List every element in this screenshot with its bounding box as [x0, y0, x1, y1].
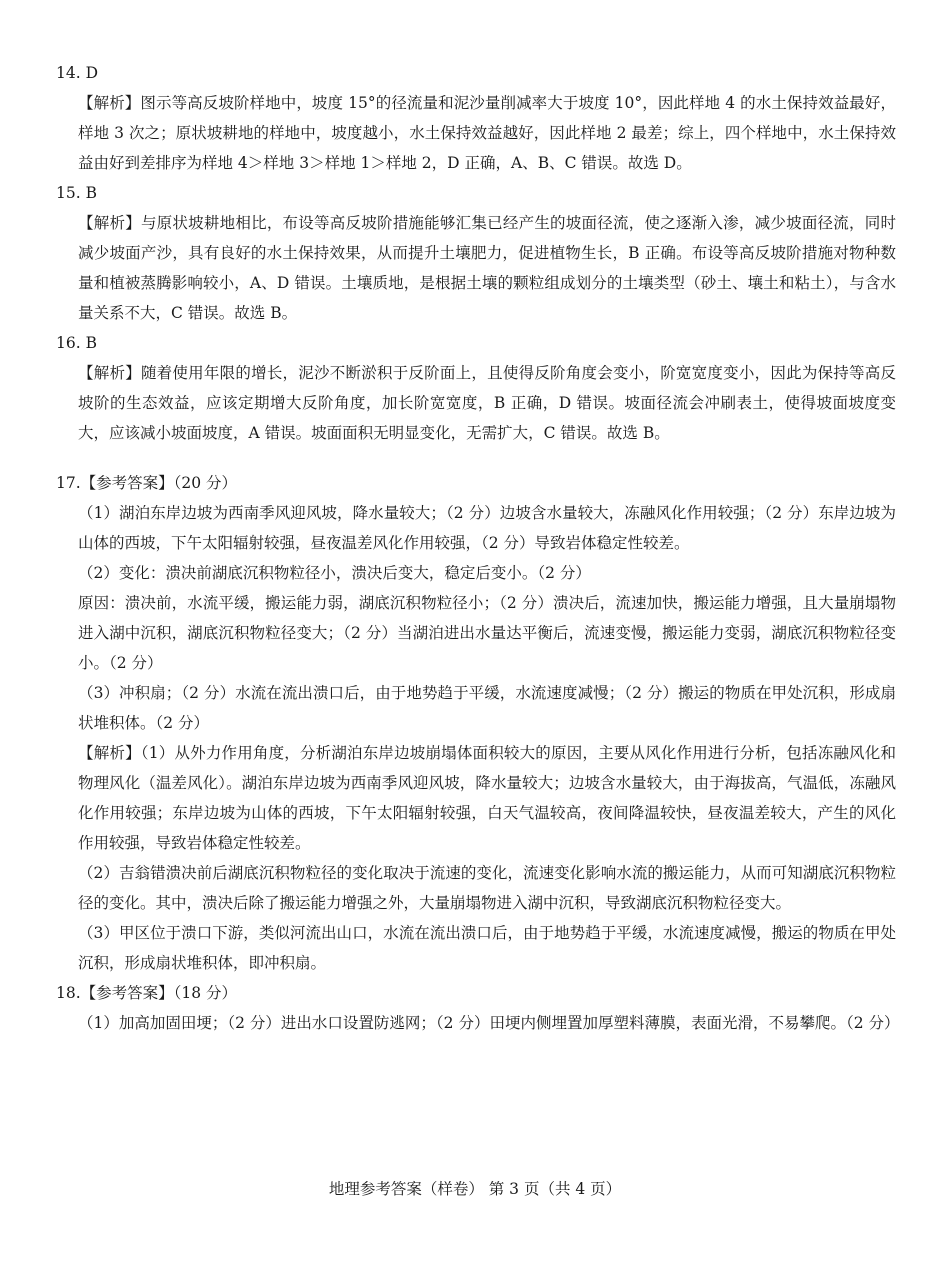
section-gap [56, 448, 896, 468]
answer-content [56, 58, 900, 1038]
q15-answer: 15. B [56, 184, 97, 202]
q17-part3: （3）冲积扇；（2 分）水流在流出溃口后，由于地势趋于平缓，水流速度减慢；（2 分）搬运的物质在甲处沉积，形成扇状堆积体。（2 分） [78, 684, 896, 732]
q14-answer: 14. D [56, 64, 99, 82]
q17-part2-reason: 原因：溃决前，水流平缓，搬运能力弱，湖底沉积物粒径小；（2 分）溃决后，流速加快，搬运能力增强，且大量崩塌物进入湖中沉积，湖底沉积物粒径变大；（2 分）当湖泊进出水量达平衡后，流速变慢，搬运能力变弱，湖底沉积物粒径变小。（2 分） [78, 594, 896, 672]
q16-answer: 16. B [56, 334, 97, 352]
q16-analysis: 【解析】随着使用年限的增长，泥沙不断淤积于反阶面上，且使得反阶角度会变小，阶宽宽度变小，因此为保持等高反坡阶的生态效益，应该定期增大反阶角度，加长阶宽宽度，B 正确，D 错误。坡面径流会冲刷表土，使得坡面坡度变大，应该减小坡面坡度，A 错误。坡面面积无明显变化，无需扩大，C 错误。故选 B。 [78, 364, 896, 442]
q17-analysis-1: 【解析】（1）从外力作用角度，分析湖泊东岸边坡崩塌体面积较大的原因，主要从风化作用进行分析，包括冻融风化和物理风化（温差风化）。湖泊东岸边坡为西南季风迎风坡，降水量较大；边坡含水量较大，由于海拔高，气温低，冻融风化作用较强；东岸边坡为山体的西坡，下午太阳辐射较强，白天气温较高，夜间降温较快，昼夜温差较大，产生的风化作用较强，导致岩体稳定性较差。 [78, 744, 896, 852]
q14-analysis: 【解析】图示等高反坡阶样地中，坡度 15°的径流量和泥沙量削减率大于坡度 10°，因此样地 4 的水土保持效益最好，样地 3 次之；原状坡耕地的样地中，坡度越小，水土保持效益越好，因此样地 2 最差；综上，四个样地中，水土保持效益由好到差排序为样地 4＞样地 3＞样地 1＞样地 2，D 正确，A、B、C 错误。故选 D。 [78, 94, 896, 172]
q18-header: 18.【参考答案】（18 分） [56, 984, 238, 1002]
page-footer: 地理参考答案（样卷） 第 3 页（共 4 页） [328, 1180, 622, 1198]
q17-part1: （1）湖泊东岸边坡为西南季风迎风坡，降水量较大；（2 分）边坡含水量较大，冻融风化作用较强；（2 分）东岸边坡为山体的西坡，下午太阳辐射较强，昼夜温差风化作用较强，（2 分）导致岩体稳定性较差。 [78, 504, 896, 552]
q15-analysis: 【解析】与原状坡耕地相比，布设等高反坡阶措施能够汇集已经产生的坡面径流，使之逐渐入渗，减少坡面径流，同时减少坡面产沙，具有良好的水土保持效果，从而提升土壤肥力，促进植物生长，B 正确。布设等高反坡阶措施对物种数量和植被蒸腾影响较小，A、D 错误。土壤质地，是根据土壤的颗粒组成划分的土壤类型（砂土、壤土和粘土），与含水量关系不大，C 错误。故选 B。 [78, 214, 896, 322]
q17-analysis-3: （3）甲区位于溃口下游，类似河流出山口，水流在流出溃口后，由于地势趋于平缓，水流速度减慢，搬运的物质在甲处沉积，形成扇状堆积体，即冲积扇。 [78, 924, 896, 972]
q17-part2-change: （2）变化：溃决前湖底沉积物粒径小，溃决后变大，稳定后变小。（2 分） [78, 564, 591, 582]
q18-part1: （1）加高加固田埂；（2 分）进出水口设置防逃网；（2 分）田埂内侧埋置加厚塑料薄膜，表面光滑，不易攀爬。（2 分） [78, 1014, 900, 1032]
q17-header: 17.【参考答案】（20 分） [56, 474, 238, 492]
q17-analysis-2: （2）吉翁错溃决前后湖底沉积物粒径的变化取决于流速的变化，流速变化影响水流的搬运能力，从而可知湖底沉积物粒径的变化。其中，溃决后除了搬运能力增强之外，大量崩塌物进入湖中沉积，导致湖底沉积物粒径变大。 [78, 864, 896, 912]
